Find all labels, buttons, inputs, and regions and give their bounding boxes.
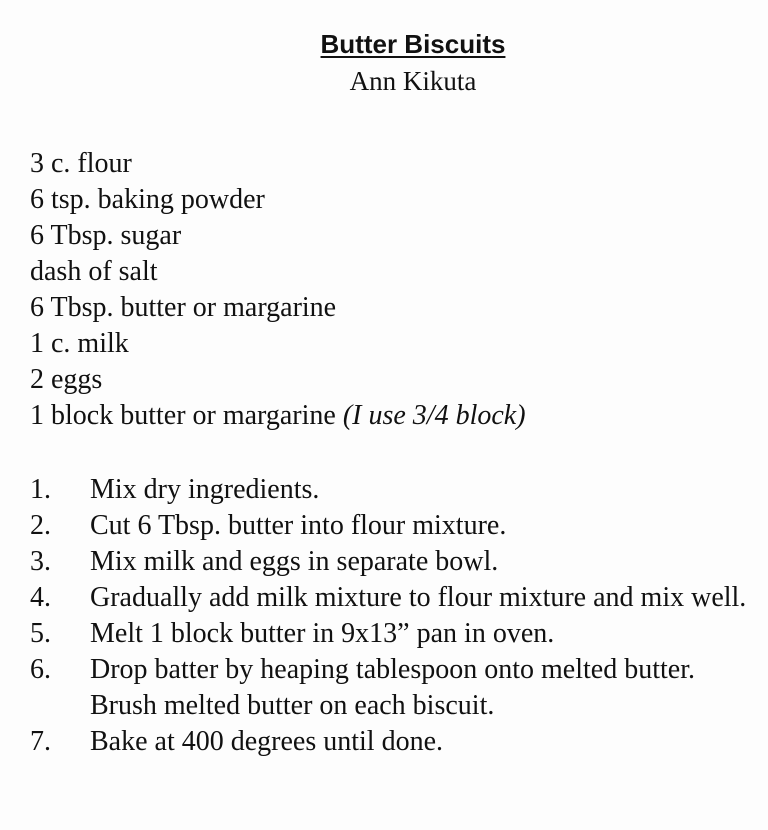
step-text: Mix milk and eggs in separate bowl.: [90, 546, 499, 577]
instruction-step: [30, 508, 750, 544]
instruction-step: [30, 580, 750, 616]
step-number: 4.: [30, 582, 51, 613]
ingredient-item: 6 Tbsp. sugar: [30, 220, 182, 251]
ingredient-item: dash of salt: [30, 256, 158, 287]
ingredient-item: 1 c. milk: [30, 328, 129, 359]
ingredient-item: 2 eggs: [30, 364, 103, 395]
recipe-author: Ann Kikuta: [349, 66, 477, 96]
ingredient-item: 6 tsp. baking powder: [30, 184, 265, 215]
instruction-step: [30, 616, 750, 652]
step-number: 1.: [30, 474, 51, 505]
instruction-step: [30, 652, 750, 724]
step-text: Melt 1 block butter in 9x13” pan in oven.: [90, 618, 555, 649]
ingredient-list: [30, 146, 526, 434]
step-number: 7.: [30, 726, 51, 757]
step-text: Bake at 400 degrees until done.: [90, 726, 444, 757]
ingredient-item-butter-block: [30, 398, 526, 434]
step-text: Gradually add milk mixture to flour mixture and mix well.: [90, 582, 747, 613]
step-text: Cut 6 Tbsp. butter into flour mixture.: [90, 510, 507, 541]
ingredient-item-text: 1 block butter or margarine: [30, 400, 336, 431]
recipe-title-text: Butter Biscuits: [320, 29, 506, 59]
recipe-title: [0, 28, 768, 60]
instruction-step: [30, 472, 750, 508]
step-text: Drop batter by heaping tablespoon onto melted butter. Brush melted butter on each biscuit.: [90, 654, 695, 721]
ingredient-item: 3 c. flour: [30, 148, 132, 179]
step-number: 5.: [30, 618, 51, 649]
step-number: 2.: [30, 510, 51, 541]
ingredient-item: 6 Tbsp. butter or margarine: [30, 292, 337, 323]
step-number: 6.: [30, 654, 51, 685]
instruction-step: [30, 544, 750, 580]
instruction-list: [30, 472, 750, 760]
step-number: 3.: [30, 546, 51, 577]
step-text: Mix dry ingredients.: [90, 474, 320, 505]
ingredient-note: (I use 3/4 block): [342, 400, 526, 431]
instruction-step: [30, 724, 750, 760]
